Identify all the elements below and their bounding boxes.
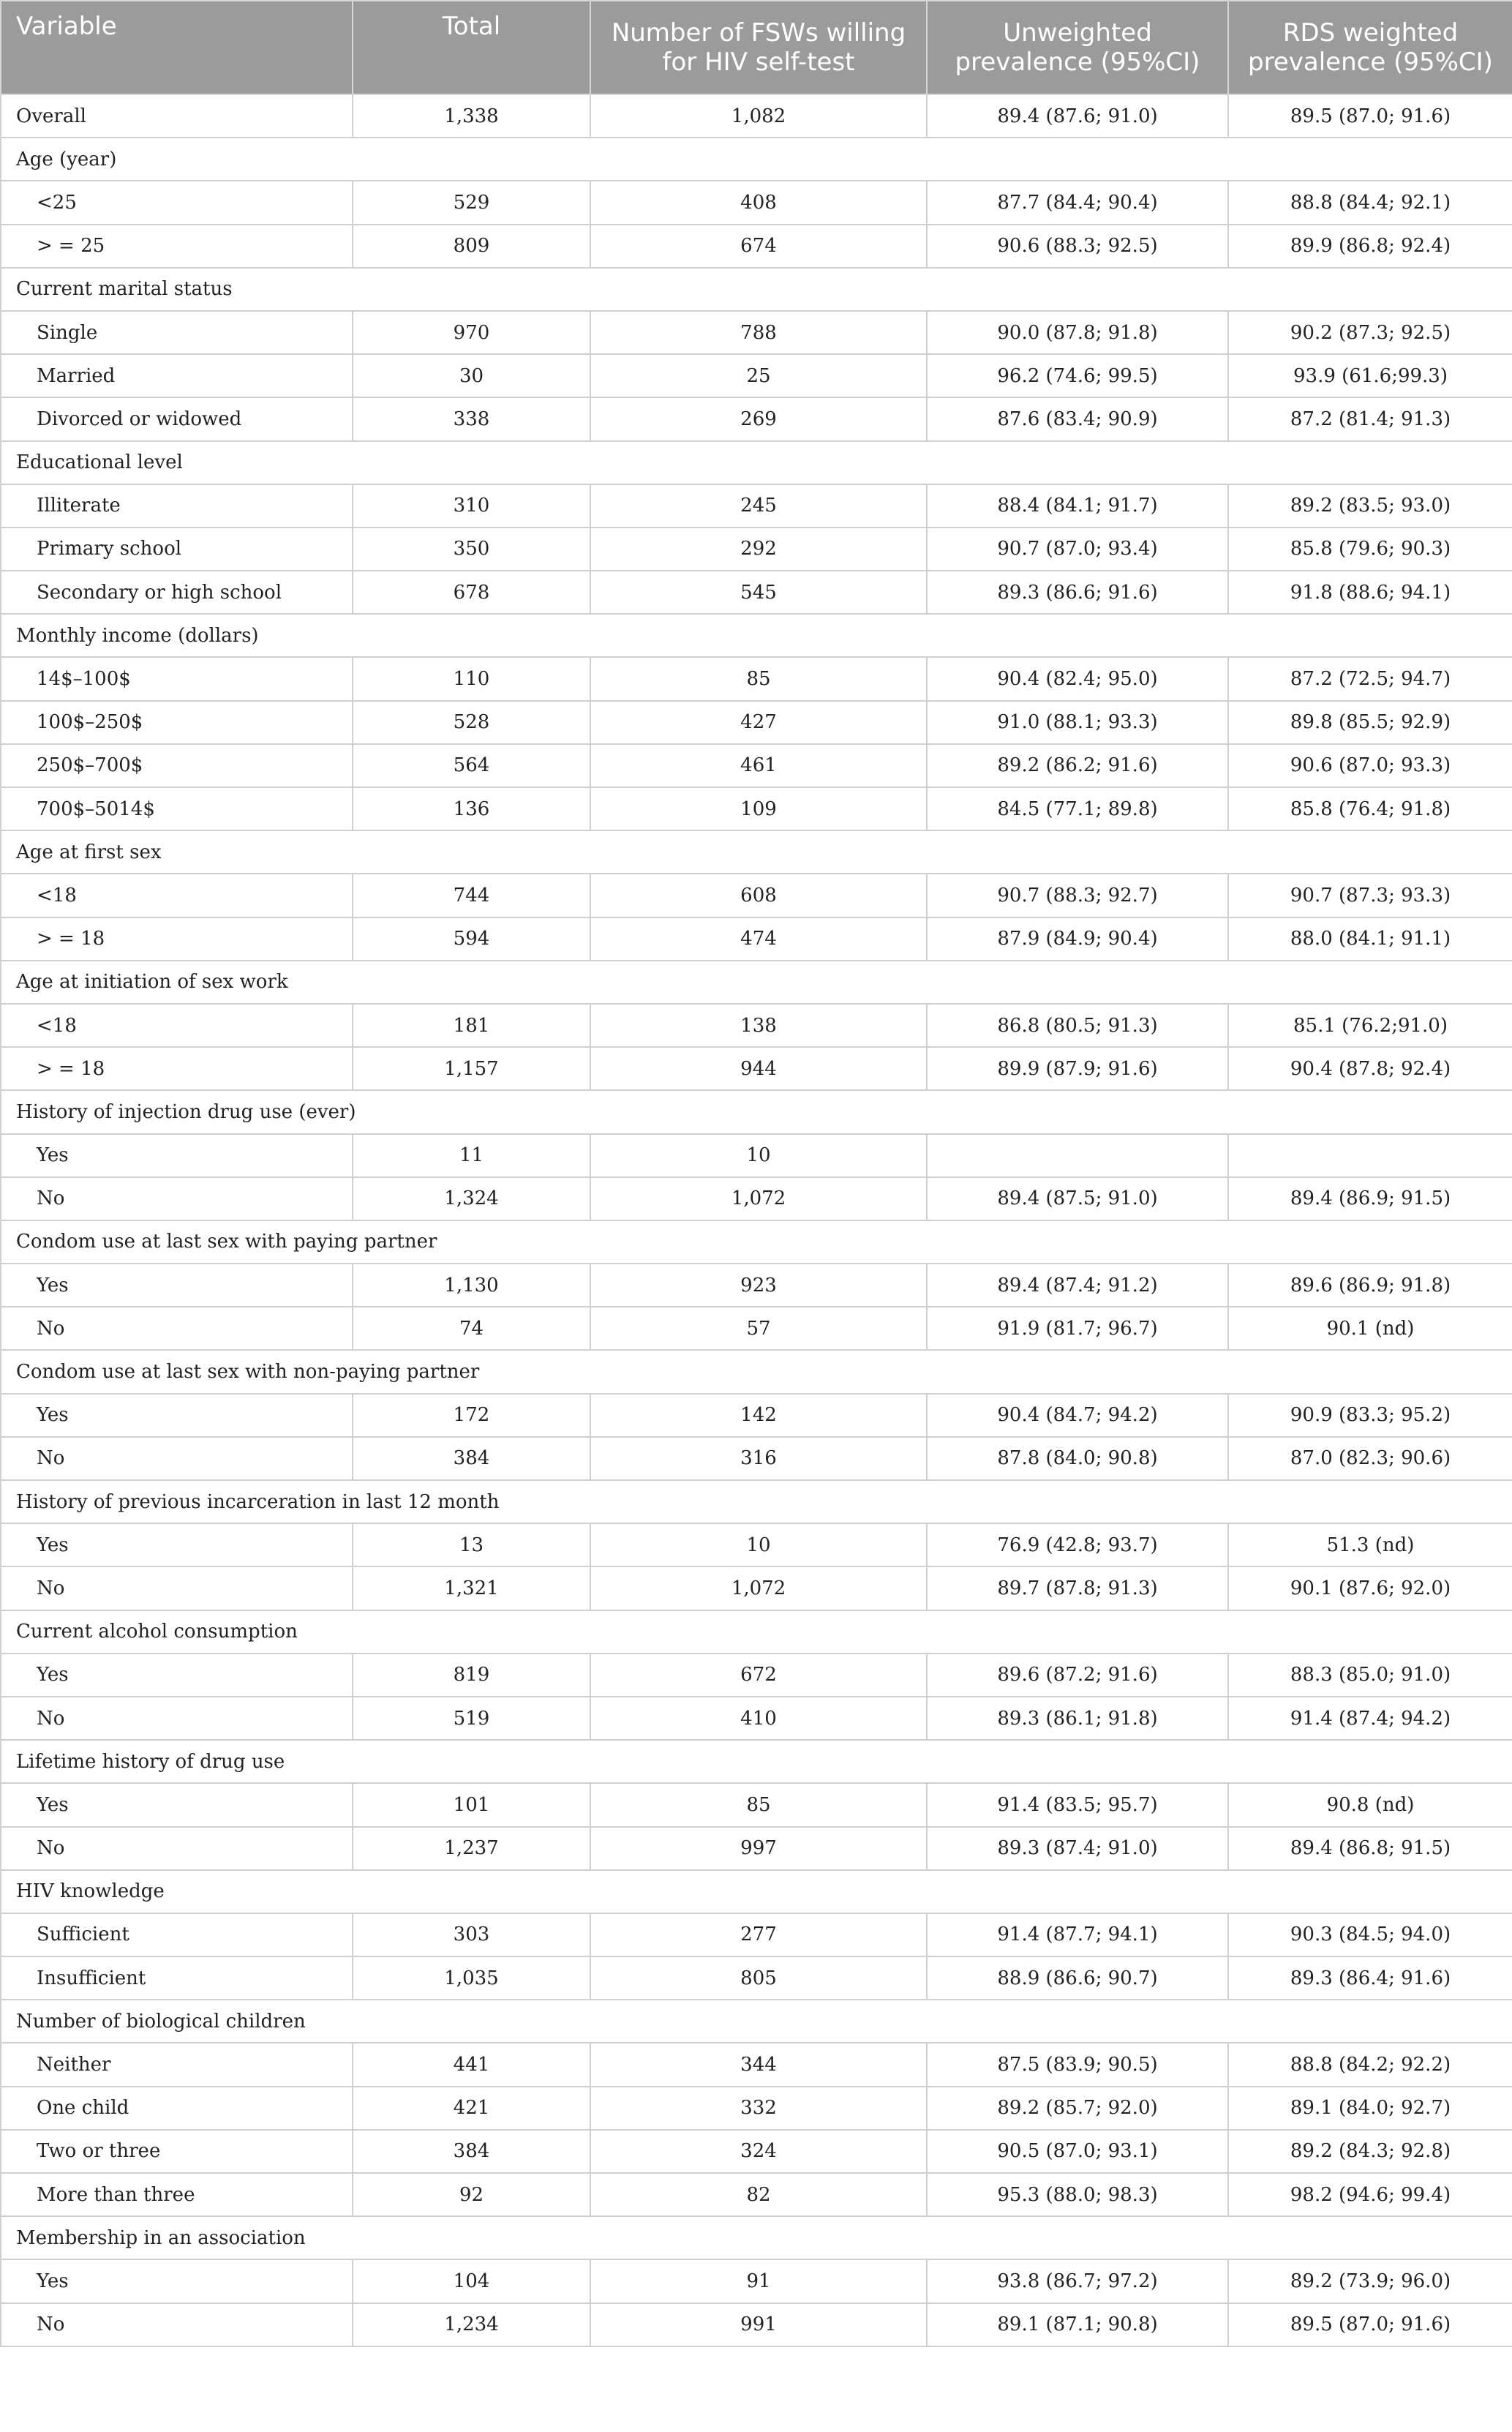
cell-total: 529 bbox=[353, 181, 590, 224]
cell-weighted: 90.7 (87.3; 93.3) bbox=[1228, 874, 1512, 917]
group-label: Membership in an association bbox=[1, 2216, 1512, 2259]
group-header-row bbox=[1, 1350, 1512, 1393]
cell-willing: 142 bbox=[590, 1394, 927, 1437]
cell-willing: 805 bbox=[590, 1956, 927, 2000]
cell-total: 1,237 bbox=[353, 1827, 590, 1870]
group-label: Monthly income (dollars) bbox=[1, 614, 1512, 657]
table-row bbox=[1, 181, 1512, 224]
header-unweighted-prevalence: Unweighted prevalence (95%CI) bbox=[927, 1, 1228, 94]
table-row bbox=[1, 787, 1512, 830]
cell-weighted: 89.5 (87.0; 91.6) bbox=[1228, 2303, 1512, 2346]
cell-total: 519 bbox=[353, 1697, 590, 1740]
cell-willing: 410 bbox=[590, 1697, 927, 1740]
table-row bbox=[1, 657, 1512, 700]
cell-weighted: 85.8 (76.4; 91.8) bbox=[1228, 787, 1512, 830]
cell-total: 744 bbox=[353, 874, 590, 917]
cell-total: 303 bbox=[353, 1913, 590, 1956]
cell-variable: 250$–700$ bbox=[1, 744, 353, 787]
cell-weighted: 90.9 (83.3; 95.2) bbox=[1228, 1394, 1512, 1437]
table-row bbox=[1, 1913, 1512, 1956]
cell-variable: 700$–5014$ bbox=[1, 787, 353, 830]
cell-variable: Yes bbox=[1, 1523, 353, 1566]
table-row bbox=[1, 528, 1512, 571]
cell-weighted: 90.2 (87.3; 92.5) bbox=[1228, 311, 1512, 354]
cell-variable: Married bbox=[1, 354, 353, 397]
cell-unweighted: 89.7 (87.8; 91.3) bbox=[927, 1566, 1228, 1610]
cell-willing: 344 bbox=[590, 2043, 927, 2086]
table-row bbox=[1, 1004, 1512, 1047]
cell-willing: 25 bbox=[590, 354, 927, 397]
cell-unweighted: 87.9 (84.9; 90.4) bbox=[927, 917, 1228, 961]
cell-unweighted: 90.0 (87.8; 91.8) bbox=[927, 311, 1228, 354]
cell-weighted: 89.5 (87.0; 91.6) bbox=[1228, 94, 1512, 138]
cell-total: 594 bbox=[353, 917, 590, 961]
cell-willing: 461 bbox=[590, 744, 927, 787]
table-row bbox=[1, 1177, 1512, 1220]
cell-unweighted: 89.2 (85.7; 92.0) bbox=[927, 2087, 1228, 2130]
cell-variable: Overall bbox=[1, 94, 353, 138]
cell-weighted: 89.4 (86.8; 91.5) bbox=[1228, 1827, 1512, 1870]
cell-weighted: 51.3 (nd) bbox=[1228, 1523, 1512, 1566]
cell-unweighted: 90.6 (88.3; 92.5) bbox=[927, 225, 1228, 268]
cell-variable: No bbox=[1, 1566, 353, 1610]
table-row bbox=[1, 1307, 1512, 1350]
cell-variable: Neither bbox=[1, 2043, 353, 2086]
cell-willing: 109 bbox=[590, 787, 927, 830]
cell-total: 110 bbox=[353, 657, 590, 700]
header-willing-count: Number of FSWs willing for HIV self-test bbox=[590, 1, 927, 94]
group-label: Number of biological children bbox=[1, 2000, 1512, 2043]
cell-weighted: 90.6 (87.0; 93.3) bbox=[1228, 744, 1512, 787]
cell-weighted: 89.9 (86.8; 92.4) bbox=[1228, 225, 1512, 268]
cell-willing: 545 bbox=[590, 571, 927, 614]
group-label: Current marital status bbox=[1, 268, 1512, 311]
cell-unweighted: 91.4 (83.5; 95.7) bbox=[927, 1783, 1228, 1826]
cell-variable: 14$–100$ bbox=[1, 657, 353, 700]
table-row bbox=[1, 2259, 1512, 2302]
cell-unweighted: 90.4 (84.7; 94.2) bbox=[927, 1394, 1228, 1437]
cell-weighted: 89.6 (86.9; 91.8) bbox=[1228, 1264, 1512, 1307]
table-header bbox=[1, 1, 1512, 94]
group-header-row bbox=[1, 1220, 1512, 1264]
cell-weighted: 85.1 (76.2;91.0) bbox=[1228, 1004, 1512, 1047]
cell-willing: 991 bbox=[590, 2303, 927, 2346]
cell-total: 136 bbox=[353, 787, 590, 830]
cell-variable: Yes bbox=[1, 1394, 353, 1437]
cell-unweighted: 84.5 (77.1; 89.8) bbox=[927, 787, 1228, 830]
cell-unweighted: 89.3 (86.1; 91.8) bbox=[927, 1697, 1228, 1740]
cell-variable: <18 bbox=[1, 1004, 353, 1047]
cell-willing: 997 bbox=[590, 1827, 927, 1870]
cell-willing: 245 bbox=[590, 484, 927, 528]
cell-total: 310 bbox=[353, 484, 590, 528]
table-row bbox=[1, 225, 1512, 268]
cell-unweighted: 91.9 (81.7; 96.7) bbox=[927, 1307, 1228, 1350]
cell-willing: 672 bbox=[590, 1654, 927, 1697]
cell-willing: 82 bbox=[590, 2173, 927, 2216]
header-total: Total bbox=[353, 1, 590, 94]
cell-total: 970 bbox=[353, 311, 590, 354]
table-row bbox=[1, 1783, 1512, 1826]
cell-willing: 944 bbox=[590, 1047, 927, 1090]
cell-unweighted: 89.4 (87.5; 91.0) bbox=[927, 1177, 1228, 1220]
table-row bbox=[1, 1654, 1512, 1697]
group-label: History of injection drug use (ever) bbox=[1, 1090, 1512, 1133]
cell-willing: 277 bbox=[590, 1913, 927, 1956]
cell-unweighted: 90.4 (82.4; 95.0) bbox=[927, 657, 1228, 700]
cell-weighted: 91.8 (88.6; 94.1) bbox=[1228, 571, 1512, 614]
table-row bbox=[1, 1134, 1512, 1177]
table-row bbox=[1, 874, 1512, 917]
cell-variable: Two or three bbox=[1, 2130, 353, 2173]
table-row bbox=[1, 2303, 1512, 2346]
cell-variable: Yes bbox=[1, 2259, 353, 2302]
cell-unweighted: 87.5 (83.9; 90.5) bbox=[927, 2043, 1228, 2086]
cell-total: 30 bbox=[353, 354, 590, 397]
cell-willing: 332 bbox=[590, 2087, 927, 2130]
table-row bbox=[1, 744, 1512, 787]
cell-total: 104 bbox=[353, 2259, 590, 2302]
cell-variable: Sufficient bbox=[1, 1913, 353, 1956]
cell-total: 11 bbox=[353, 1134, 590, 1177]
table-body bbox=[1, 94, 1512, 2346]
cell-total: 1,324 bbox=[353, 1177, 590, 1220]
cell-weighted: 88.8 (84.2; 92.2) bbox=[1228, 2043, 1512, 2086]
cell-weighted: 88.3 (85.0; 91.0) bbox=[1228, 1654, 1512, 1697]
cell-unweighted: 89.4 (87.4; 91.2) bbox=[927, 1264, 1228, 1307]
table-row bbox=[1, 1394, 1512, 1437]
cell-variable: Yes bbox=[1, 1134, 353, 1177]
cell-total: 92 bbox=[353, 2173, 590, 2216]
cell-total: 678 bbox=[353, 571, 590, 614]
cell-variable: <25 bbox=[1, 181, 353, 224]
header-row bbox=[1, 1, 1512, 94]
cell-weighted: 90.4 (87.8; 92.4) bbox=[1228, 1047, 1512, 1090]
cell-weighted: 90.3 (84.5; 94.0) bbox=[1228, 1913, 1512, 1956]
cell-unweighted: 90.7 (88.3; 92.7) bbox=[927, 874, 1228, 917]
cell-weighted: 90.1 (nd) bbox=[1228, 1307, 1512, 1350]
cell-variable: No bbox=[1, 1697, 353, 1740]
cell-variable: > = 25 bbox=[1, 225, 353, 268]
table-row bbox=[1, 1697, 1512, 1740]
table-row bbox=[1, 397, 1512, 440]
cell-variable: Divorced or widowed bbox=[1, 397, 353, 440]
group-header-row bbox=[1, 1610, 1512, 1654]
cell-unweighted: 96.2 (74.6; 99.5) bbox=[927, 354, 1228, 397]
table-row bbox=[1, 571, 1512, 614]
cell-weighted: 89.2 (73.9; 96.0) bbox=[1228, 2259, 1512, 2302]
cell-weighted: 98.2 (94.6; 99.4) bbox=[1228, 2173, 1512, 2216]
group-label: Age at initiation of sex work bbox=[1, 961, 1512, 1004]
group-header-row bbox=[1, 138, 1512, 181]
cell-unweighted: 88.9 (86.6; 90.7) bbox=[927, 1956, 1228, 2000]
group-label: Age at first sex bbox=[1, 830, 1512, 874]
cell-weighted: 91.4 (87.4; 94.2) bbox=[1228, 1697, 1512, 1740]
cell-unweighted: 88.4 (84.1; 91.7) bbox=[927, 484, 1228, 528]
cell-willing: 408 bbox=[590, 181, 927, 224]
table-row bbox=[1, 94, 1512, 138]
cell-total: 1,321 bbox=[353, 1566, 590, 1610]
cell-unweighted: 95.3 (88.0; 98.3) bbox=[927, 2173, 1228, 2216]
cell-variable: Yes bbox=[1, 1783, 353, 1826]
cell-total: 809 bbox=[353, 225, 590, 268]
group-label: Condom use at last sex with paying partner bbox=[1, 1220, 1512, 1264]
cell-willing: 788 bbox=[590, 311, 927, 354]
cell-willing: 138 bbox=[590, 1004, 927, 1047]
cell-variable: > = 18 bbox=[1, 1047, 353, 1090]
cell-total: 1,338 bbox=[353, 94, 590, 138]
cell-willing: 674 bbox=[590, 225, 927, 268]
cell-willing: 10 bbox=[590, 1134, 927, 1177]
cell-total: 1,130 bbox=[353, 1264, 590, 1307]
cell-weighted: 89.4 (86.9; 91.5) bbox=[1228, 1177, 1512, 1220]
cell-weighted: 89.1 (84.0; 92.7) bbox=[1228, 2087, 1512, 2130]
cell-variable: Illiterate bbox=[1, 484, 353, 528]
cell-weighted: 88.8 (84.4; 92.1) bbox=[1228, 181, 1512, 224]
cell-variable: No bbox=[1, 1437, 353, 1480]
cell-willing: 1,082 bbox=[590, 94, 927, 138]
group-header-row bbox=[1, 1090, 1512, 1133]
cell-willing: 608 bbox=[590, 874, 927, 917]
cell-variable: Yes bbox=[1, 1264, 353, 1307]
cell-willing: 292 bbox=[590, 528, 927, 571]
header-rds-weighted-prevalence: RDS weighted prevalence (95%CI) bbox=[1228, 1, 1512, 94]
cell-unweighted: 87.8 (84.0; 90.8) bbox=[927, 1437, 1228, 1480]
cell-variable: > = 18 bbox=[1, 917, 353, 961]
cell-variable: Primary school bbox=[1, 528, 353, 571]
cell-willing: 923 bbox=[590, 1264, 927, 1307]
cell-weighted bbox=[1228, 1134, 1512, 1177]
cell-willing: 85 bbox=[590, 657, 927, 700]
cell-total: 1,035 bbox=[353, 1956, 590, 2000]
cell-total: 384 bbox=[353, 1437, 590, 1480]
table-row bbox=[1, 1956, 1512, 2000]
cell-willing: 10 bbox=[590, 1523, 927, 1566]
cell-weighted: 89.3 (86.4; 91.6) bbox=[1228, 1956, 1512, 2000]
cell-total: 13 bbox=[353, 1523, 590, 1566]
cell-unweighted: 93.8 (86.7; 97.2) bbox=[927, 2259, 1228, 2302]
group-label: History of previous incarceration in last 12 month bbox=[1, 1480, 1512, 1523]
cell-variable: No bbox=[1, 2303, 353, 2346]
cell-weighted: 89.2 (84.3; 92.8) bbox=[1228, 2130, 1512, 2173]
cell-unweighted: 89.3 (86.6; 91.6) bbox=[927, 571, 1228, 614]
table-row bbox=[1, 354, 1512, 397]
cell-total: 819 bbox=[353, 1654, 590, 1697]
cell-variable: More than three bbox=[1, 2173, 353, 2216]
cell-weighted: 85.8 (79.6; 90.3) bbox=[1228, 528, 1512, 571]
cell-unweighted: 91.0 (88.1; 93.3) bbox=[927, 701, 1228, 744]
cell-variable: One child bbox=[1, 2087, 353, 2130]
table-row bbox=[1, 1523, 1512, 1566]
group-label: Age (year) bbox=[1, 138, 1512, 181]
table-row bbox=[1, 1047, 1512, 1090]
group-label: Lifetime history of drug use bbox=[1, 1740, 1512, 1783]
group-label: Condom use at last sex with non-paying partner bbox=[1, 1350, 1512, 1393]
group-header-row bbox=[1, 1480, 1512, 1523]
cell-variable: 100$–250$ bbox=[1, 701, 353, 744]
cell-weighted: 87.2 (81.4; 91.3) bbox=[1228, 397, 1512, 440]
cell-unweighted: 76.9 (42.8; 93.7) bbox=[927, 1523, 1228, 1566]
table-row bbox=[1, 1437, 1512, 1480]
table-row bbox=[1, 2043, 1512, 2086]
group-header-row bbox=[1, 268, 1512, 311]
cell-weighted: 90.8 (nd) bbox=[1228, 1783, 1512, 1826]
cell-variable: <18 bbox=[1, 874, 353, 917]
cell-variable: Secondary or high school bbox=[1, 571, 353, 614]
cell-unweighted: 87.6 (83.4; 90.9) bbox=[927, 397, 1228, 440]
table-row bbox=[1, 2173, 1512, 2216]
cell-unweighted: 86.8 (80.5; 91.3) bbox=[927, 1004, 1228, 1047]
cell-variable: No bbox=[1, 1827, 353, 1870]
group-header-row bbox=[1, 1740, 1512, 1783]
cell-unweighted: 87.7 (84.4; 90.4) bbox=[927, 181, 1228, 224]
cell-variable: Insufficient bbox=[1, 1956, 353, 2000]
group-label: HIV knowledge bbox=[1, 1870, 1512, 1913]
group-header-row bbox=[1, 2216, 1512, 2259]
group-header-row bbox=[1, 614, 1512, 657]
table-row bbox=[1, 2130, 1512, 2173]
group-header-row bbox=[1, 2000, 1512, 2043]
cell-unweighted: 89.9 (87.9; 91.6) bbox=[927, 1047, 1228, 1090]
cell-total: 564 bbox=[353, 744, 590, 787]
cell-weighted: 90.1 (87.6; 92.0) bbox=[1228, 1566, 1512, 1610]
cell-willing: 474 bbox=[590, 917, 927, 961]
cell-weighted: 87.0 (82.3; 90.6) bbox=[1228, 1437, 1512, 1480]
cell-variable: No bbox=[1, 1177, 353, 1220]
cell-weighted: 87.2 (72.5; 94.7) bbox=[1228, 657, 1512, 700]
group-label: Current alcohol consumption bbox=[1, 1610, 1512, 1654]
table-row bbox=[1, 1566, 1512, 1610]
cell-unweighted: 90.7 (87.0; 93.4) bbox=[927, 528, 1228, 571]
header-variable: Variable bbox=[1, 1, 353, 94]
cell-willing: 1,072 bbox=[590, 1566, 927, 1610]
cell-total: 441 bbox=[353, 2043, 590, 2086]
group-header-row bbox=[1, 961, 1512, 1004]
group-header-row bbox=[1, 1870, 1512, 1913]
table-row bbox=[1, 701, 1512, 744]
cell-weighted: 89.8 (85.5; 92.9) bbox=[1228, 701, 1512, 744]
group-header-row bbox=[1, 830, 1512, 874]
cell-variable: No bbox=[1, 1307, 353, 1350]
group-header-row bbox=[1, 441, 1512, 484]
table-row bbox=[1, 484, 1512, 528]
cell-willing: 85 bbox=[590, 1783, 927, 1826]
cell-total: 384 bbox=[353, 2130, 590, 2173]
table-row bbox=[1, 917, 1512, 961]
cell-weighted: 88.0 (84.1; 91.1) bbox=[1228, 917, 1512, 961]
cell-willing: 1,072 bbox=[590, 1177, 927, 1220]
cell-total: 1,234 bbox=[353, 2303, 590, 2346]
cell-weighted: 93.9 (61.6;99.3) bbox=[1228, 354, 1512, 397]
cell-total: 421 bbox=[353, 2087, 590, 2130]
cell-unweighted bbox=[927, 1134, 1228, 1177]
cell-total: 172 bbox=[353, 1394, 590, 1437]
cell-total: 1,157 bbox=[353, 1047, 590, 1090]
table-row bbox=[1, 2087, 1512, 2130]
cell-total: 181 bbox=[353, 1004, 590, 1047]
cell-total: 338 bbox=[353, 397, 590, 440]
group-label: Educational level bbox=[1, 441, 1512, 484]
table-row bbox=[1, 311, 1512, 354]
cell-willing: 57 bbox=[590, 1307, 927, 1350]
cell-variable: Yes bbox=[1, 1654, 353, 1697]
cell-unweighted: 91.4 (87.7; 94.1) bbox=[927, 1913, 1228, 1956]
cell-willing: 427 bbox=[590, 701, 927, 744]
cell-unweighted: 89.6 (87.2; 91.6) bbox=[927, 1654, 1228, 1697]
cell-unweighted: 89.4 (87.6; 91.0) bbox=[927, 94, 1228, 138]
cell-variable: Single bbox=[1, 311, 353, 354]
cell-willing: 91 bbox=[590, 2259, 927, 2302]
cell-total: 101 bbox=[353, 1783, 590, 1826]
table-row bbox=[1, 1827, 1512, 1870]
cell-weighted: 89.2 (83.5; 93.0) bbox=[1228, 484, 1512, 528]
cell-unweighted: 89.3 (87.4; 91.0) bbox=[927, 1827, 1228, 1870]
cell-unweighted: 90.5 (87.0; 93.1) bbox=[927, 2130, 1228, 2173]
cell-willing: 324 bbox=[590, 2130, 927, 2173]
cell-total: 350 bbox=[353, 528, 590, 571]
cell-total: 528 bbox=[353, 701, 590, 744]
cell-willing: 316 bbox=[590, 1437, 927, 1480]
cell-total: 74 bbox=[353, 1307, 590, 1350]
cell-unweighted: 89.2 (86.2; 91.6) bbox=[927, 744, 1228, 787]
cell-willing: 269 bbox=[590, 397, 927, 440]
table-row bbox=[1, 1264, 1512, 1307]
cell-unweighted: 89.1 (87.1; 90.8) bbox=[927, 2303, 1228, 2346]
